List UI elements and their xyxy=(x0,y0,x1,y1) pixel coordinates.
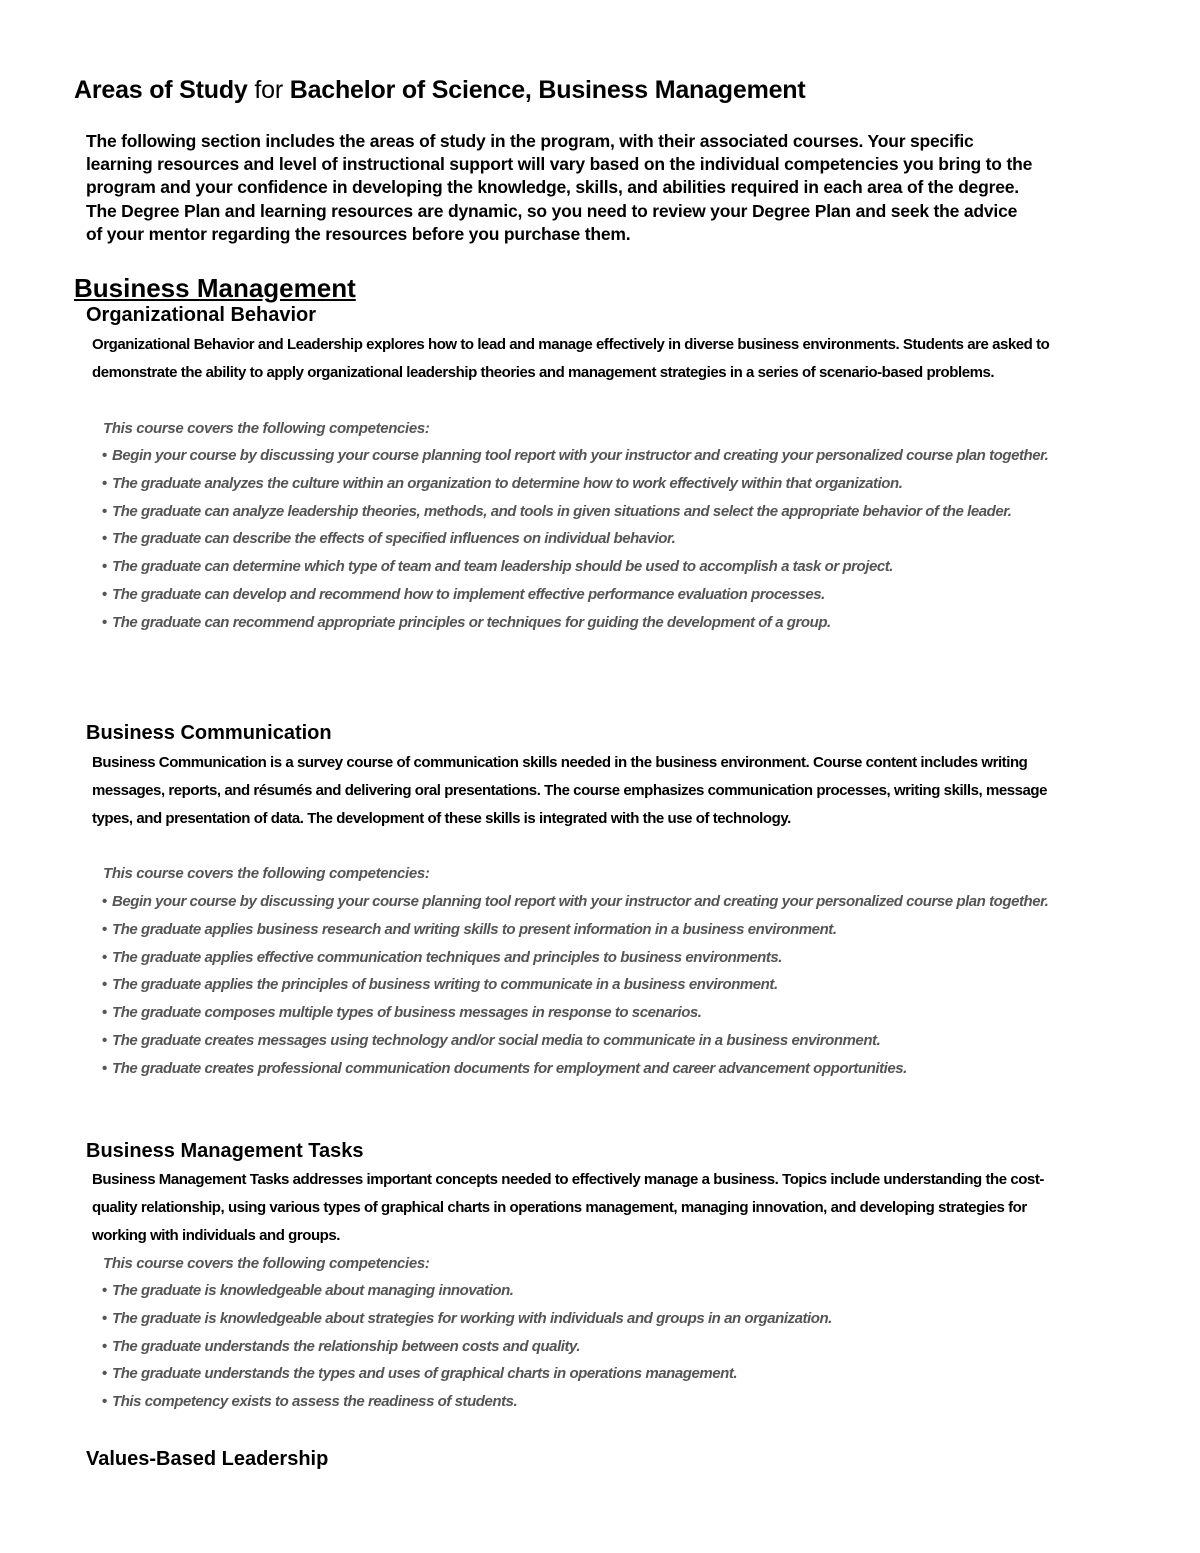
competency-item: • The graduate can recommend appropriate principles or techniques for guiding the development of a group. xyxy=(102,609,1052,637)
competency-item: • The graduate applies the principles of business writing to communicate in a business environment. xyxy=(102,971,1052,999)
course-title-organizational-behavior: Organizational Behavior xyxy=(86,304,317,326)
competency-item: • The graduate creates messages using technology and/or social media to communicate in a business environment. xyxy=(102,1027,1052,1055)
title-areas-of-study: Areas of Study xyxy=(74,76,248,104)
competency-item: • The graduate can determine which type of team and team leadership should be used to accomplish a task or project. xyxy=(102,553,1052,581)
competency-list-business-communication xyxy=(102,888,1052,1083)
course-title-business-communication: Business Communication xyxy=(86,722,332,744)
course-title-values-based-leadership: Values-Based Leadership xyxy=(86,1448,329,1470)
competency-item: • This competency exists to assess the readiness of students. xyxy=(102,1388,1052,1416)
competency-item: • The graduate applies business research and writing skills to present information in a business environment. xyxy=(102,916,1052,944)
competency-item: • The graduate applies effective communication techniques and principles to business environments. xyxy=(102,944,1052,972)
area-title: Business Management xyxy=(74,273,356,303)
title-degree: Bachelor of Science, Business Management xyxy=(289,76,806,104)
page-title xyxy=(74,76,806,105)
intro-paragraph: The following section includes the areas of study in the program, with their associated courses. Your specific learning resources and level of instructional support will vary based on the individual competencies you bring to the program and your confidence in developing the knowledge, skills, and abilities required in each area of the degree. The Degree Plan and learning resources are dynamic, so you need to review your Degree Plan and seek the advice of your mentor regarding the resources before you purchase them. xyxy=(86,131,1033,244)
competency-item: • The graduate creates professional communication documents for employment and career advancement opportunities. xyxy=(102,1055,1052,1083)
competency-item: • The graduate understands the types and uses of graphical charts in operations management. xyxy=(102,1360,1052,1388)
competency-heading: This course covers the following competencies: xyxy=(103,420,430,437)
competency-item: • The graduate can develop and recommend how to implement effective performance evaluation processes. xyxy=(102,581,1052,609)
competency-item: • The graduate is knowledgeable about managing innovation. xyxy=(102,1277,1052,1305)
competency-item: • The graduate can describe the effects of specified influences on individual behavior. xyxy=(102,525,1052,553)
competency-item: • The graduate composes multiple types of business messages in response to scenarios. xyxy=(102,999,1052,1027)
competency-heading: This course covers the following competencies: xyxy=(103,1255,430,1272)
course-description-organizational-behavior: Organizational Behavior and Leadership explores how to lead and manage effectively in diverse business environments. Students are asked to demonstrate the ability to apply organizational leadership theories and management strategies in a series of scenario-based problems. xyxy=(92,336,1050,381)
competency-item: • Begin your course by discussing your course planning tool report with your instructor and creating your personalized course plan together. xyxy=(102,442,1052,470)
competency-item: • Begin your course by discussing your course planning tool report with your instructor and creating your personalized course plan together. xyxy=(102,888,1052,916)
competency-heading: This course covers the following competencies: xyxy=(103,865,430,882)
competency-item: • The graduate analyzes the culture within an organization to determine how to work effectively within that organization. xyxy=(102,470,1052,498)
course-description-business-management-tasks: Business Management Tasks addresses important concepts needed to effectively manage a business. Topics include understanding the cost-quality relationship, using various types of graphical charts in operations management, managing innovation, and developing strategies for working with individuals and groups. xyxy=(92,1171,1044,1244)
competency-item: • The graduate understands the relationship between costs and quality. xyxy=(102,1333,1052,1361)
competency-item: • The graduate can analyze leadership theories, methods, and tools in given situations and select the appropriate behavior of the leader. xyxy=(102,498,1052,526)
competency-list-organizational-behavior xyxy=(102,442,1052,637)
competency-list-business-management-tasks xyxy=(102,1277,1052,1416)
course-title-business-management-tasks: Business Management Tasks xyxy=(86,1140,364,1162)
competency-item: • The graduate is knowledgeable about strategies for working with individuals and groups in an organization. xyxy=(102,1305,1052,1333)
course-description-business-communication: Business Communication is a survey course of communication skills needed in the business environment. Course content includes writing messages, reports, and résumés and delivering oral presentations. The course emphasizes communication processes, writing skills, message types, and presentation of data. The development of these skills is integrated with the use of technology. xyxy=(92,754,1048,827)
title-for: for xyxy=(254,76,283,104)
